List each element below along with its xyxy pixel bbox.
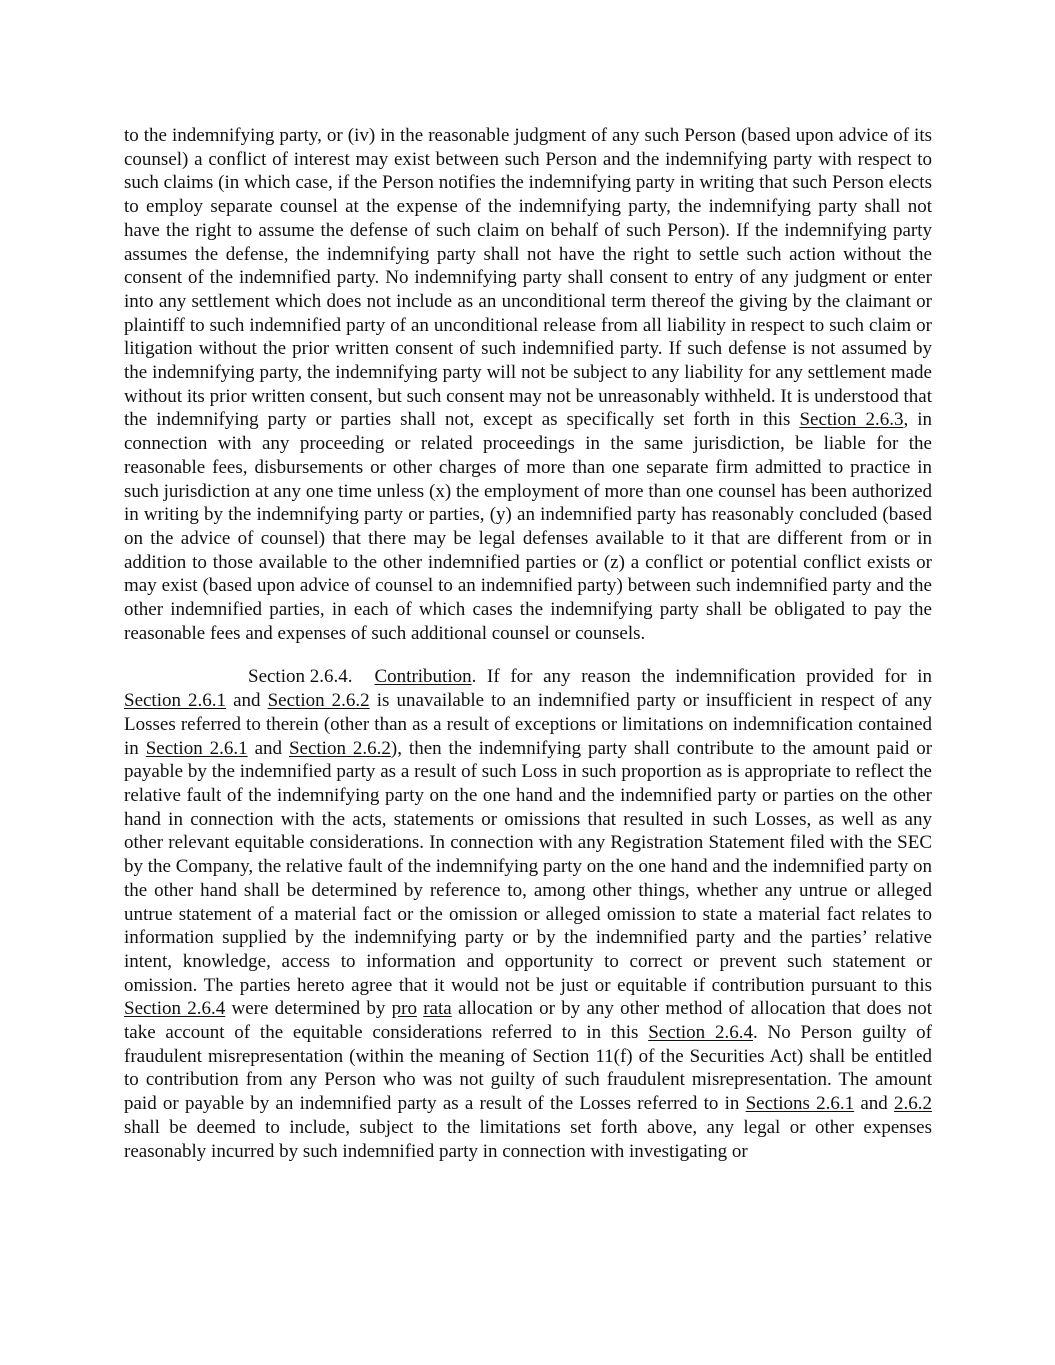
paragraph-text: allocation or by any other method of allocation that does not take account of the equitable considerations referred to in this xyxy=(124,998,932,1044)
paragraph-text: , in connection with any proceeding or related proceedings in the same jurisdiction, be liable for the reasonable fees, disbursements or other charges of more than one separate firm admitted to practice in such jurisdiction at any one time unless (x) the employment of more than one counsel has been authorized in writing by the indemnifying party or parties, (y) an indemnified party has reasonably concluded (based on the advice of counsel) that there may be legal defenses available to it that are different from or in addition to those available to the other indemnified parties or (z) a conflict or potential conflict exists or may exist (based upon advice of counsel to an indemnified party) between such indemnified party and the other indemnified parties, in each of which cases the indemnifying party shall be obligated to pay the reasonable fees and expenses of such additional counsel or counsels. xyxy=(124,409,932,644)
section-reference: Section 2.6.3 xyxy=(799,409,904,431)
section-reference: Section 2.6.1 xyxy=(145,737,248,759)
paragraph-text: is unavailable to an indemnified party or insufficient in respect of any Losses referred to therein (other than as a result of exceptions or limitations on indemnification contained in xyxy=(124,690,933,759)
paragraph-text: to the indemnifying party, or (iv) in the reasonable judgment of any such Person (based upon advice of its counsel) a conflict of interest may exist between such Person and the indemnifying party with respect to such claims (in which case, if the Person notifies the indemnifying party in writing that such Person elects to employ separate counsel at the expense of the indemnifying party, the indemnifying party shall not have the right to assume the defense of such claim on behalf of such Person). If the indemnifying party assumes the defense, the indemnifying party shall not have the right to settle such action without the consent of the indemnified party. No indemnifying party shall consent to entry of any judgment or enter into any settlement which does not include as an unconditional term thereof the giving by the claimant or plaintiff to such indemnified party of an unconditional release from all liability in respect to such claim or litigation without the prior written consent of such indemnified party. If such defense is not assumed by the indemnifying party, the indemnifying party will not be subject to any liability for any settlement made without its prior written consent, but such consent may not be unreasonably withheld. It is understood that the indemnifying party or parties shall not, except as specifically set forth in this xyxy=(124,125,932,431)
section-reference: Sections 2.6.1 xyxy=(745,1093,855,1115)
section-reference: Section 2.6.1 xyxy=(124,690,227,712)
paragraph-text: ), then the indemnifying party shall contribute to the amount paid or payable by the indemnified party as a result of such Loss in such proportion as is appropriate to reflect the relative fault of the indemnifying party on the one hand and the indemnified party or parties on the other hand in connection with the acts, statements or omissions that resulted in such Losses, as well as any other relevant equitable considerations. In connection with any Registration Statement filed with the SEC by the Company, the relative fault of the indemnifying party on the one hand and the indemnified party on the other hand shall be determined by reference to, among other things, whether any untrue or alleged untrue statement of a material fact or the omission or alleged omission to state a material fact relates to information supplied by the indemnifying party or by the indemnified party and the parties’ relative intent, knowledge, access to information and opportunity to correct or prevent such statement or omission. The parties hereto agree that it would not be just or equitable if contribution pursuant to this xyxy=(124,737,933,996)
section-reference: Section 2.6.4 xyxy=(124,998,226,1020)
paragraph-text: . If for any reason the indemnification provided for in xyxy=(471,666,932,688)
section-reference: Section 2.6.2 xyxy=(267,690,370,712)
section-reference: Section 2.6.2 xyxy=(288,737,391,759)
section-title: Contribution xyxy=(374,666,472,688)
section-reference: 2.6.2 xyxy=(894,1093,932,1115)
latin-term-rata: rata xyxy=(423,998,452,1020)
paragraph-text: and xyxy=(226,690,268,712)
indemnification-continuation-paragraph xyxy=(124,124,932,645)
section-number: Section 2.6.4. xyxy=(248,666,353,688)
paragraph-text: and xyxy=(854,1093,894,1115)
contribution-paragraph xyxy=(124,665,932,1163)
document-page xyxy=(124,124,932,1163)
latin-term-pro: pro xyxy=(391,998,417,1020)
paragraph-text: shall be deemed to include, subject to the limitations set forth above, any legal or other expenses reasonably incurred by such indemnified party in connection with investigating or xyxy=(124,1116,932,1162)
section-reference: Section 2.6.4 xyxy=(648,1022,753,1044)
paragraph-text: . No Person guilty of fraudulent misrepresentation (within the meaning of Section 11(f) of the Securities Act) shall be entitled to contribution from any Person who was not guilty of such fraudulent misrepresentation. The amount paid or payable by an indemnified party as a result of the Losses referred to in xyxy=(124,1022,933,1115)
paragraph-text: and xyxy=(247,737,289,759)
paragraph-text: were determined by xyxy=(225,998,392,1020)
